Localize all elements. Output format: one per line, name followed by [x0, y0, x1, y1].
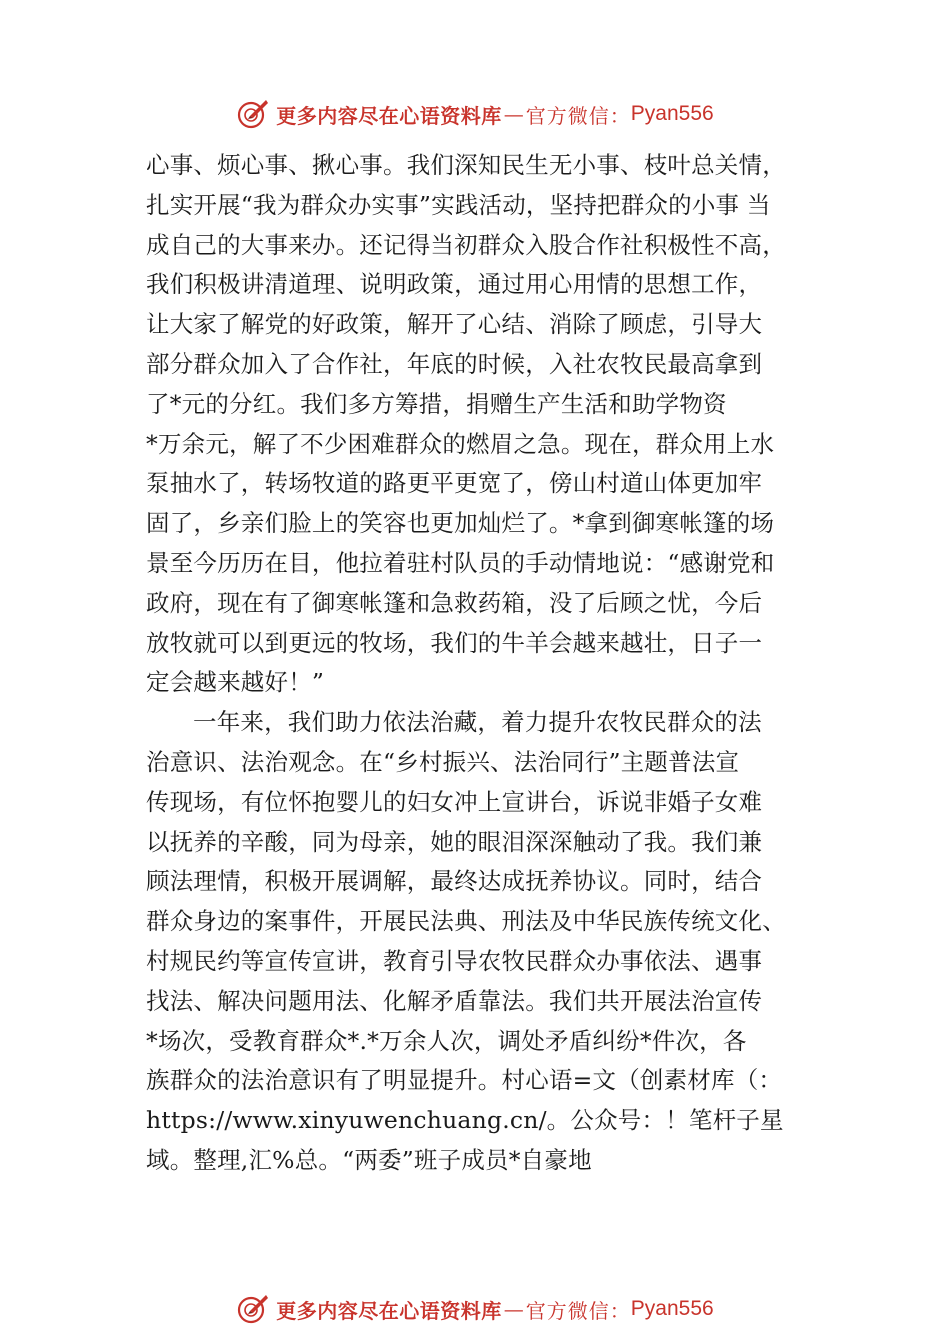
- text-line: 治意识、法治观念。在“乡村振兴、法治同行”主题普法宣: [146, 747, 740, 776]
- text-line: 让大家了解党的好政策，解开了心结、消除了顾虑，引导大: [146, 310, 763, 339]
- footer-banner: [0, 1289, 950, 1329]
- text-line: 固了，乡亲们脸上的笑容也更加灿烂了。*拿到御寒帐篷的场: [146, 509, 775, 538]
- header-account: Pyan556: [630, 102, 714, 125]
- text-line: 群众身边的案事件，开展民法典、刑法及中华民族传统文化、: [146, 907, 786, 936]
- text-line: 部分群众加入了合作社，年底的时候，入社农牧民最高拿到: [146, 349, 763, 378]
- footer-account: Pyan556: [630, 1297, 714, 1320]
- text-line: 心事、烦心事、揪心事。我们深知民生无小事、枝叶总关情，: [146, 151, 786, 179]
- header-banner: [0, 94, 950, 134]
- footer-separator: —: [503, 1297, 524, 1321]
- text-line: *万余元，解了不少困难群众的燃眉之急。现在，群众用上水: [146, 429, 775, 458]
- text-line: *场次，受教育群众*.*万余人次，调处矛盾纠纷*件次，各: [146, 1026, 747, 1055]
- brand-logo-icon: [236, 97, 270, 131]
- text-line: 我们积极讲清道理、说明政策，通过用心用情的思想工作，: [146, 270, 763, 299]
- footer-wechat-label: 官方微信：: [525, 1298, 631, 1323]
- text-line: 放牧就可以到更远的牧场，我们的牛羊会越来越壮，日子一: [146, 628, 763, 657]
- header-wechat-label: 官方微信：: [525, 103, 631, 128]
- document-body: [146, 146, 806, 1181]
- text-line: 顾法理情，积极开展调解，最终达成抚养协议。同时，结合: [146, 867, 763, 896]
- text-line: 泵抽水了，转场牧道的路更平更宽了，傍山村道山体更加牢: [146, 469, 763, 498]
- text-line: 域。整理,汇%总。“两委”班子成员*自豪地: [146, 1145, 592, 1174]
- text-line: https://www.xinyuwenchuang.cn/。公众号：！笔杆子星: [146, 1106, 784, 1135]
- text-line: 景至今历历在目，他拉着驻村队员的手动情地说：“感谢党和: [146, 548, 775, 577]
- text-line: 族群众的法治意识有了明显提升。村心语=文（创素材库（：: [146, 1066, 783, 1095]
- text-line: 成自己的大事来办。还记得当初群众入股合作社积极性不高，: [146, 230, 786, 259]
- text-line: 传现场，有位怀抱婴儿的妇女冲上宣讲台，诉说非婚子女难: [146, 787, 763, 816]
- paragraph-start-line: 一年来，我们助力依法治藏，着力提升农牧民群众的法: [193, 708, 762, 737]
- text-line: 定会越来越好！”: [146, 668, 325, 697]
- text-line: 以抚养的辛酸，同为母亲，她的眼泪深深触动了我。我们兼: [146, 827, 763, 856]
- text-line: 扎实开展“我为群众办实事”实践活动，坚持把群众的小事 当: [146, 190, 771, 219]
- footer-brand-text: 更多内容尽在心语资料库: [276, 1298, 502, 1323]
- header-separator: —: [503, 102, 524, 126]
- text-line: 村规民约等宣传宣讲，教育引导农牧民群众办事依法、遇事: [146, 946, 763, 975]
- brand-logo-icon: [236, 1292, 270, 1326]
- text-line: 了*元的分红。我们多方筹措，捐赠生产生活和助学物资: [146, 389, 727, 418]
- header-brand-text: 更多内容尽在心语资料库: [276, 103, 502, 128]
- text-line: 找法、解决问题用法、化解矛盾靠法。我们共开展法治宣传: [146, 986, 763, 1015]
- text-line: 政府，现在有了御寒帐篷和急救药箱，没了后顾之忧，今后: [146, 588, 763, 617]
